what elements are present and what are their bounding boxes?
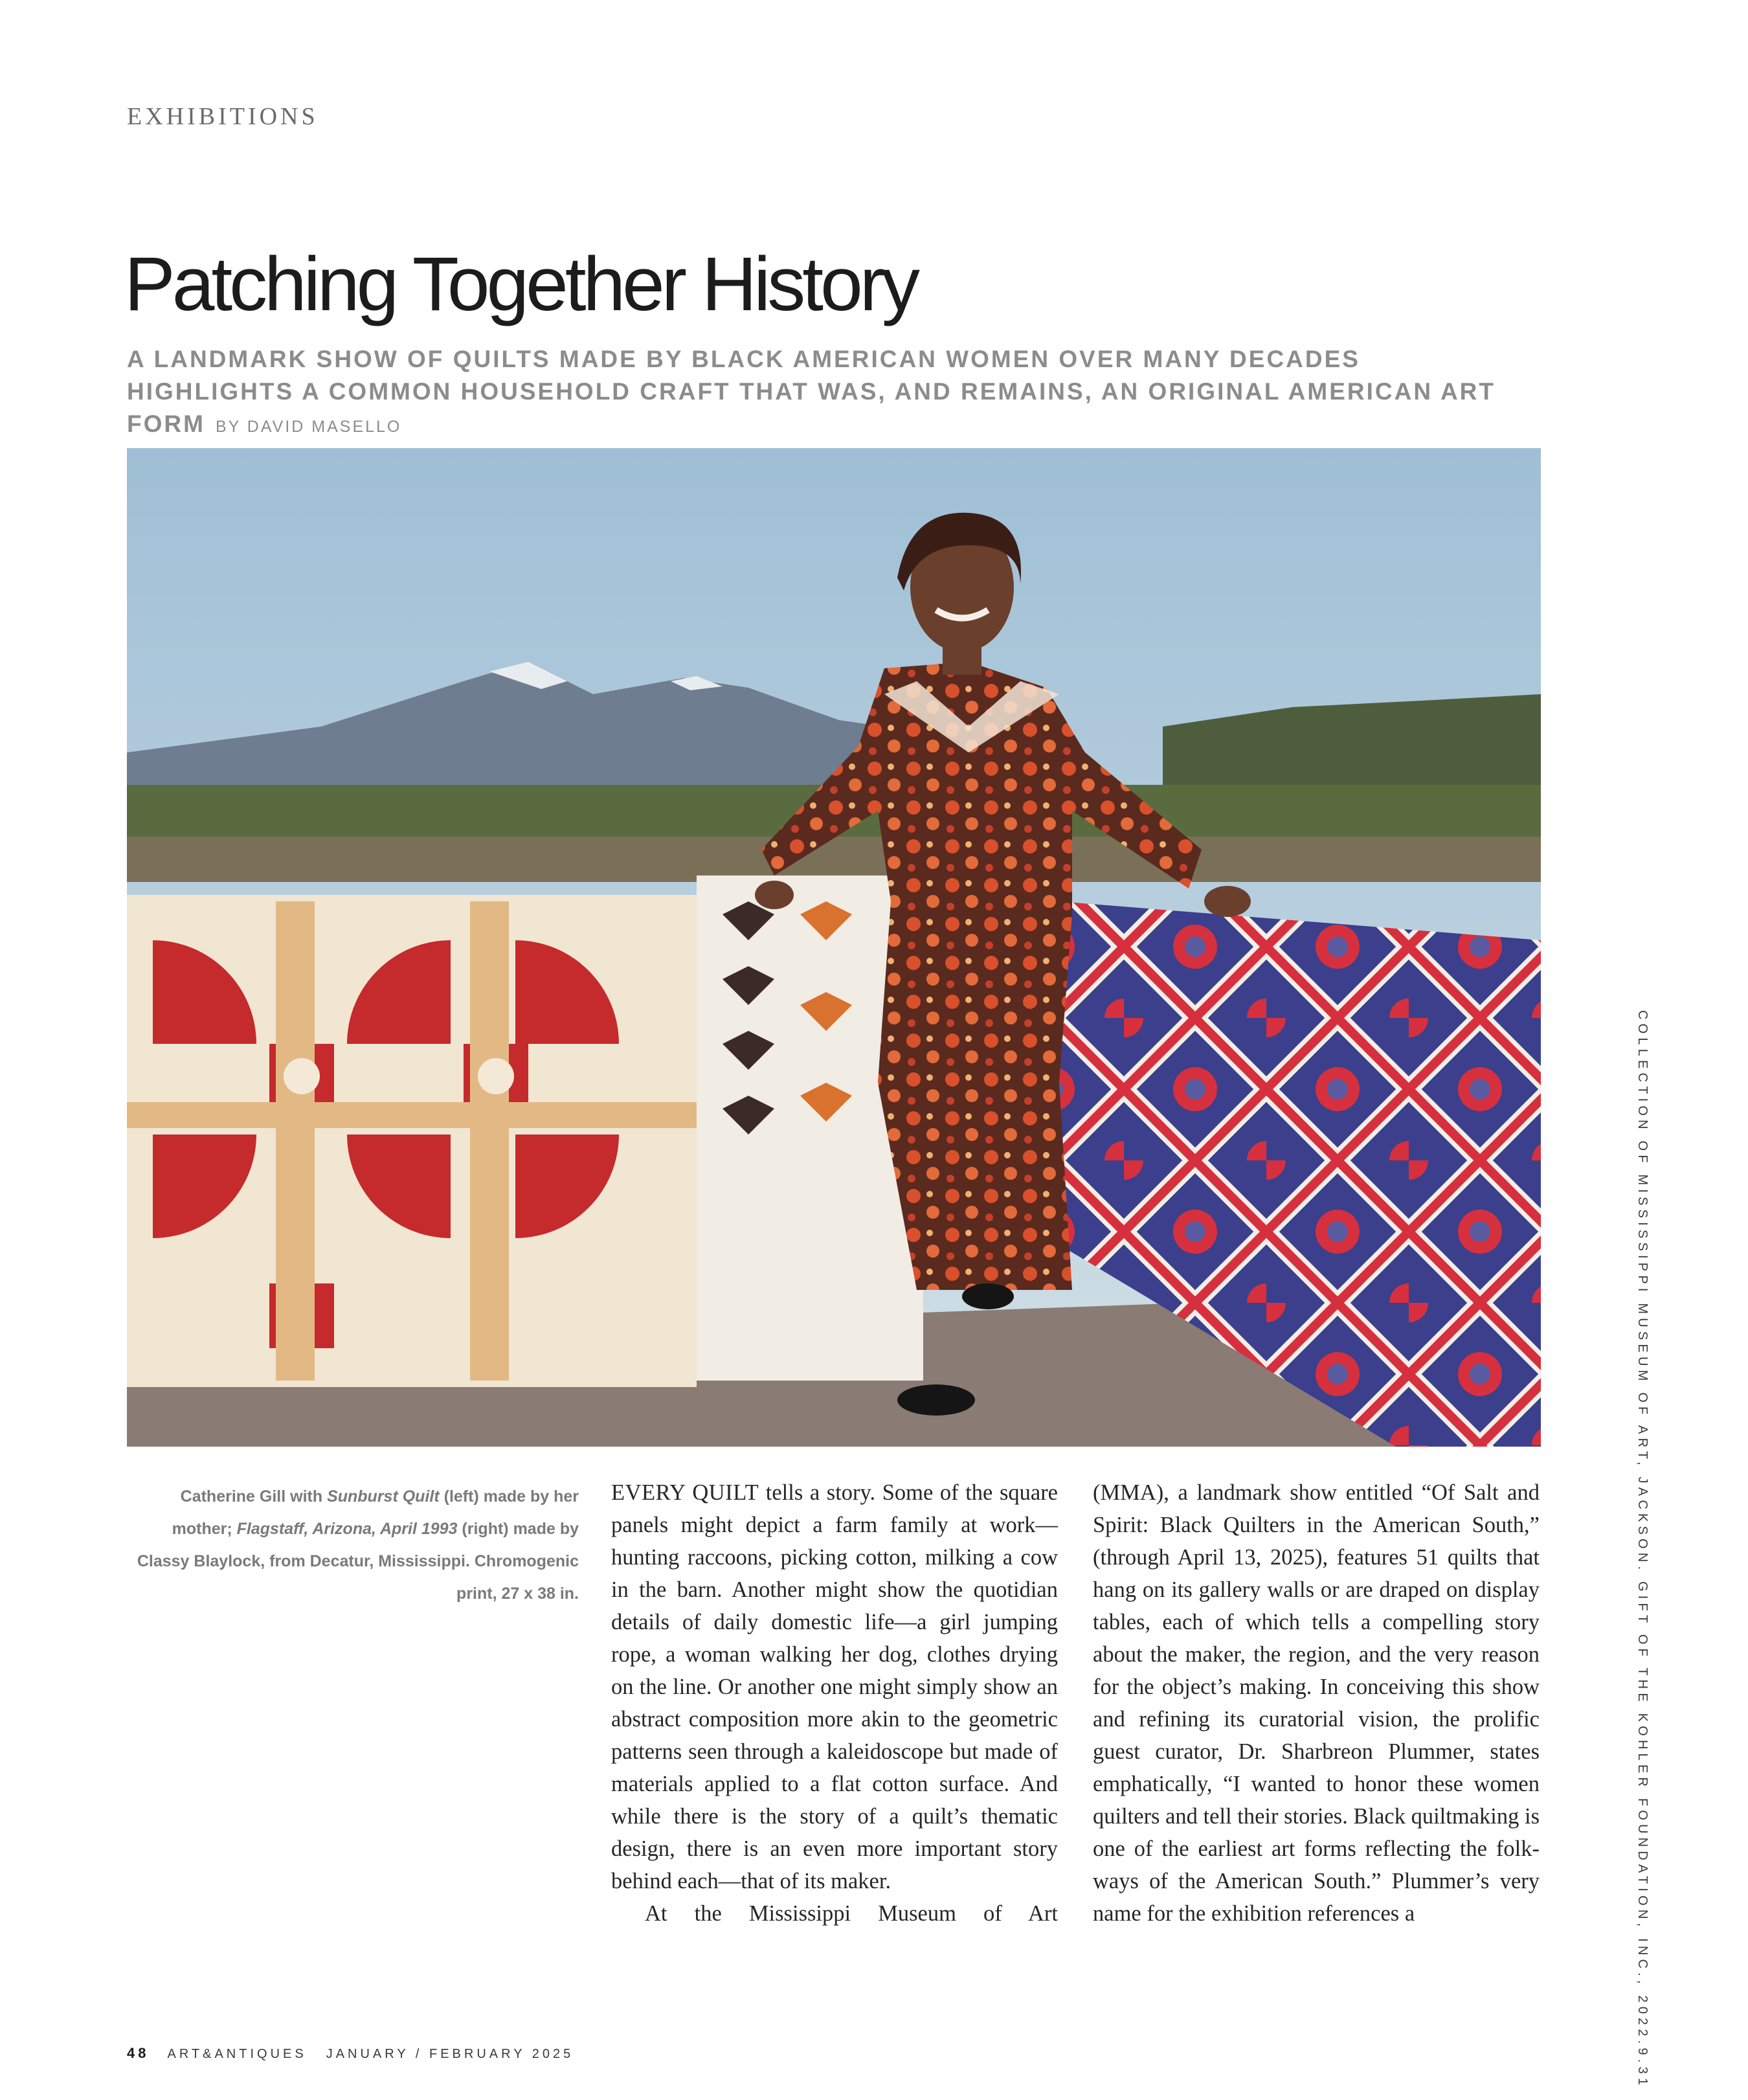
caption-part-3: (right) made by Classy Blaylock, from Decatur, Mississippi. Chromogenic print, 27 x 38 in. [137, 1520, 579, 1603]
photo-caption [127, 1480, 579, 1610]
body-column-1 [611, 1476, 1058, 1930]
body-paragraph-2: At the Mississippi Museum of Art [645, 1901, 1058, 1926]
photo-credit: COLLECTION OF MISSISSIPPI MUSEUM OF ART, JACKSON. GIFT OF THE KOHLER FOUNDATION, INC., 2022.9.31 [1635, 1010, 1650, 2090]
body-paragraph-1-text: tells a story. Some of the square panels might depict a farm family at work—hunting raccoons, picking cotton, milking a cow in the barn. Another might show the quotidian details of daily domestic life—a girl jumping rope, a woman walking her dog, clothes drying on the line. Or another one might simply show an abstract composition more akin to the geometric patterns seen through a kaleidoscope but made of materials applied to a flat cotton surface. And while there is the story of a quilt’s thematic design, there is an even more important story behind each—that of its maker. [611, 1480, 1058, 1893]
body-paragraph-1 [611, 1476, 1058, 1897]
lead-in: EVERY QUILT [611, 1480, 759, 1505]
magazine-name: ART&ANTIQUES [167, 2047, 307, 2061]
deck-text: A LANDMARK SHOW OF QUILTS MADE BY BLACK AMERICAN WOMEN OVER MANY DECADES HIGHLIGHTS A COMMON HOUSEHOLD CRAFT THAT WAS, AND REMAINS, AN ORIGINAL AMERICAN ART FORM [127, 346, 1496, 437]
caption-part-1: Catherine Gill with [180, 1487, 328, 1506]
caption-title-1: Sunburst Quilt [327, 1487, 440, 1506]
headline: Patching Together History [124, 242, 917, 327]
body-paragraph-2-continued: (MMA), a landmark show entitled “Of Salt and Spirit: Black Quilters in the American South,” (through April 13, 2025), features 51 quilts that hang on its gallery walls or are draped on display tables, each of which tells a compelling story about the maker, the region, and the very reason for the object’s making. In conceiving this show and refining its curatorial vision, the prolific guest curator, Dr. Sharbreon Plummer, states emphatically, “I wanted to honor these women quilters and tell their stories. Black quiltmaking is one of the earliest art forms reflecting the folkways of the American South.” Plummer’s very name for the exhibition references a [1093, 1480, 1540, 1926]
body-column-2 [1093, 1476, 1540, 1930]
section-label: EXHIBITIONS [127, 103, 319, 130]
caption-part-2: (left) made by her mother; [172, 1487, 579, 1538]
issue-date: JANUARY / FEBRUARY 2025 [326, 2047, 574, 2061]
caption-title-2: Flagstaff, Arizona, April 1993 [236, 1520, 458, 1538]
feature-photo [127, 448, 1541, 1447]
page-number: 48 [127, 2045, 150, 2061]
photo-illustration [127, 448, 1541, 1447]
byline: BY DAVID MASELLO [215, 418, 402, 436]
folio [127, 2045, 574, 2062]
deck [127, 343, 1519, 443]
